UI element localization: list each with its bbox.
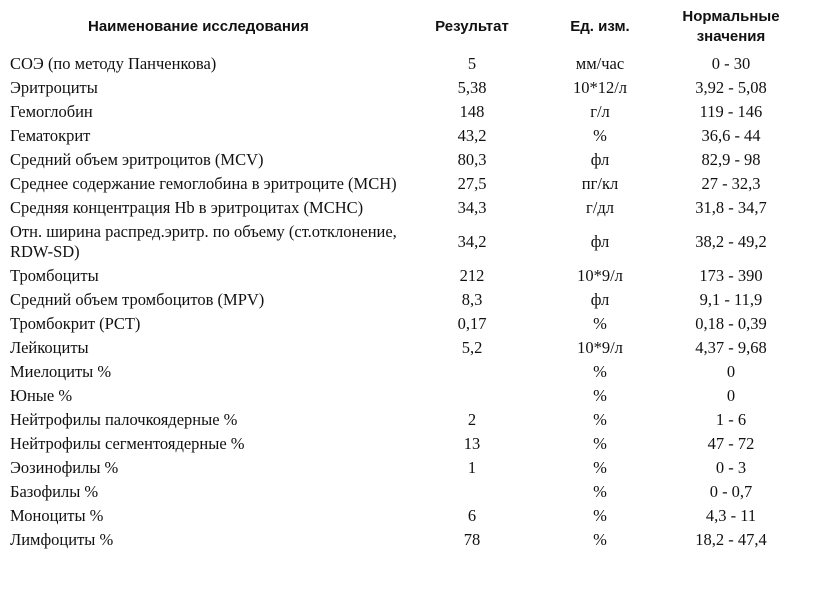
- unit-cell: %: [593, 458, 607, 477]
- header-unit: Ед. изм.: [570, 18, 630, 35]
- result-cell: 1: [467, 458, 477, 477]
- test-name-cell: Отн. ширина распред.эритр. по объему (ст.отклонение, RDW-SD): [10, 222, 397, 261]
- normal-range-cell: 0 - 0,7: [709, 482, 753, 501]
- unit-cell: г/дл: [586, 198, 614, 217]
- normal-range-cell: 47 - 72: [707, 434, 755, 453]
- test-name-cell: Гемоглобин: [10, 102, 93, 121]
- result-cell: 0,17: [457, 314, 487, 333]
- normal-range-cell: 3,92 - 5,08: [695, 78, 767, 97]
- unit-cell: фл: [590, 150, 610, 169]
- result-cell: 27,5: [457, 174, 487, 193]
- test-name-cell: Тромбоциты: [10, 266, 99, 285]
- table-row: [8, 480, 808, 504]
- normal-range-cell: 38,2 - 49,2: [695, 232, 767, 251]
- result-cell: 8,3: [461, 290, 483, 309]
- table-row: [8, 408, 808, 432]
- normal-range-cell: 0: [726, 362, 736, 381]
- table-row: [8, 124, 808, 148]
- result-cell: 5: [467, 54, 477, 73]
- test-name-cell: Юные %: [10, 386, 73, 405]
- result-cell: 78: [463, 530, 481, 549]
- result-cell: [398, 360, 546, 384]
- table-row: [8, 456, 808, 480]
- test-name-cell: Лейкоциты: [10, 338, 89, 357]
- unit-cell: %: [593, 362, 607, 381]
- result-cell: 148: [459, 102, 485, 121]
- table-row: [8, 196, 808, 220]
- test-name-cell: Средний объем эритроцитов (MCV): [10, 150, 264, 169]
- normal-range-cell: 4,3 - 11: [705, 506, 757, 525]
- unit-cell: мм/час: [575, 54, 625, 73]
- table-row: [8, 148, 808, 172]
- normal-range-cell: 0: [726, 386, 736, 405]
- unit-cell: фл: [590, 232, 610, 251]
- table-row: [8, 52, 808, 76]
- table-row: [8, 220, 808, 264]
- table-header: [8, 6, 808, 52]
- normal-range-cell: 27 - 32,3: [701, 174, 761, 193]
- test-name-cell: Моноциты %: [10, 506, 104, 525]
- test-name-cell: Тромбокрит (PCT): [10, 314, 141, 333]
- unit-cell: %: [593, 482, 607, 501]
- unit-cell: 10*12/л: [572, 78, 628, 97]
- unit-cell: %: [593, 314, 607, 333]
- test-name-cell: Гематокрит: [10, 126, 91, 145]
- result-cell: 212: [459, 266, 485, 285]
- normal-range-cell: 82,9 - 98: [701, 150, 761, 169]
- result-cell: 5,38: [457, 78, 487, 97]
- test-name-cell: Средняя концентрация Hb в эритроцитах (MCHC): [10, 198, 364, 217]
- unit-cell: %: [593, 530, 607, 549]
- result-cell: 5,2: [461, 338, 483, 357]
- table-row: [8, 336, 808, 360]
- result-cell: 34,2: [457, 232, 487, 251]
- table-row: [8, 504, 808, 528]
- test-name-cell: Нейтрофилы сегментоядерные %: [10, 434, 245, 453]
- header-normal-values: Нормальные значения: [682, 8, 780, 45]
- table-row: [8, 100, 808, 124]
- result-cell: 43,2: [457, 126, 487, 145]
- test-name-cell: Средний объем тромбоцитов (MPV): [10, 290, 265, 309]
- test-name-cell: Эозинофилы %: [10, 458, 119, 477]
- normal-range-cell: 1 - 6: [715, 410, 747, 429]
- test-name-cell: Базофилы %: [10, 482, 99, 501]
- table-row: [8, 288, 808, 312]
- test-name-cell: СОЭ (по методу Панченкова): [10, 54, 217, 73]
- table-row: [8, 76, 808, 100]
- result-cell: 6: [467, 506, 477, 525]
- normal-range-cell: 18,2 - 47,4: [695, 530, 767, 549]
- test-name-cell: Лимфоциты %: [10, 530, 114, 549]
- test-name-cell: Нейтрофилы палочкоядерные %: [10, 410, 238, 429]
- unit-cell: %: [593, 434, 607, 453]
- unit-cell: 10*9/л: [577, 266, 623, 285]
- blood-test-results-table: [8, 6, 808, 552]
- unit-cell: фл: [590, 290, 610, 309]
- table-row: [8, 172, 808, 196]
- normal-range-cell: 119 - 146: [699, 102, 763, 121]
- normal-range-cell: 173 - 390: [699, 266, 763, 285]
- result-cell: [398, 384, 546, 408]
- unit-cell: %: [593, 410, 607, 429]
- result-cell: 2: [467, 410, 477, 429]
- table-body: [8, 52, 808, 552]
- header-test-name: Наименование исследования: [88, 18, 309, 35]
- header-row: [8, 6, 808, 52]
- result-cell: 13: [463, 434, 481, 453]
- normal-range-cell: 31,8 - 34,7: [695, 198, 767, 217]
- result-cell: [398, 480, 546, 504]
- table-row: [8, 384, 808, 408]
- normal-range-cell: 9,1 - 11,9: [699, 290, 763, 309]
- table-row: [8, 432, 808, 456]
- table-row: [8, 264, 808, 288]
- test-name-cell: Эритроциты: [10, 78, 98, 97]
- normal-range-cell: 0,18 - 0,39: [695, 314, 767, 333]
- table-row: [8, 360, 808, 384]
- header-result: Результат: [435, 18, 509, 35]
- test-name-cell: Среднее содержание гемоглобина в эритроците (MCH): [10, 174, 397, 193]
- result-cell: 80,3: [457, 150, 487, 169]
- unit-cell: %: [593, 126, 607, 145]
- normal-range-cell: 0 - 30: [711, 54, 751, 73]
- normal-range-cell: 36,6 - 44: [701, 126, 761, 145]
- normal-range-cell: 4,37 - 9,68: [695, 338, 767, 357]
- normal-range-cell: 0 - 3: [715, 458, 747, 477]
- result-cell: 34,3: [457, 198, 487, 217]
- unit-cell: %: [593, 386, 607, 405]
- unit-cell: г/л: [590, 102, 610, 121]
- unit-cell: 10*9/л: [577, 338, 623, 357]
- table-row: [8, 528, 808, 552]
- table-row: [8, 312, 808, 336]
- test-name-cell: Миелоциты %: [10, 362, 112, 381]
- unit-cell: %: [593, 506, 607, 525]
- unit-cell: пг/кл: [581, 174, 619, 193]
